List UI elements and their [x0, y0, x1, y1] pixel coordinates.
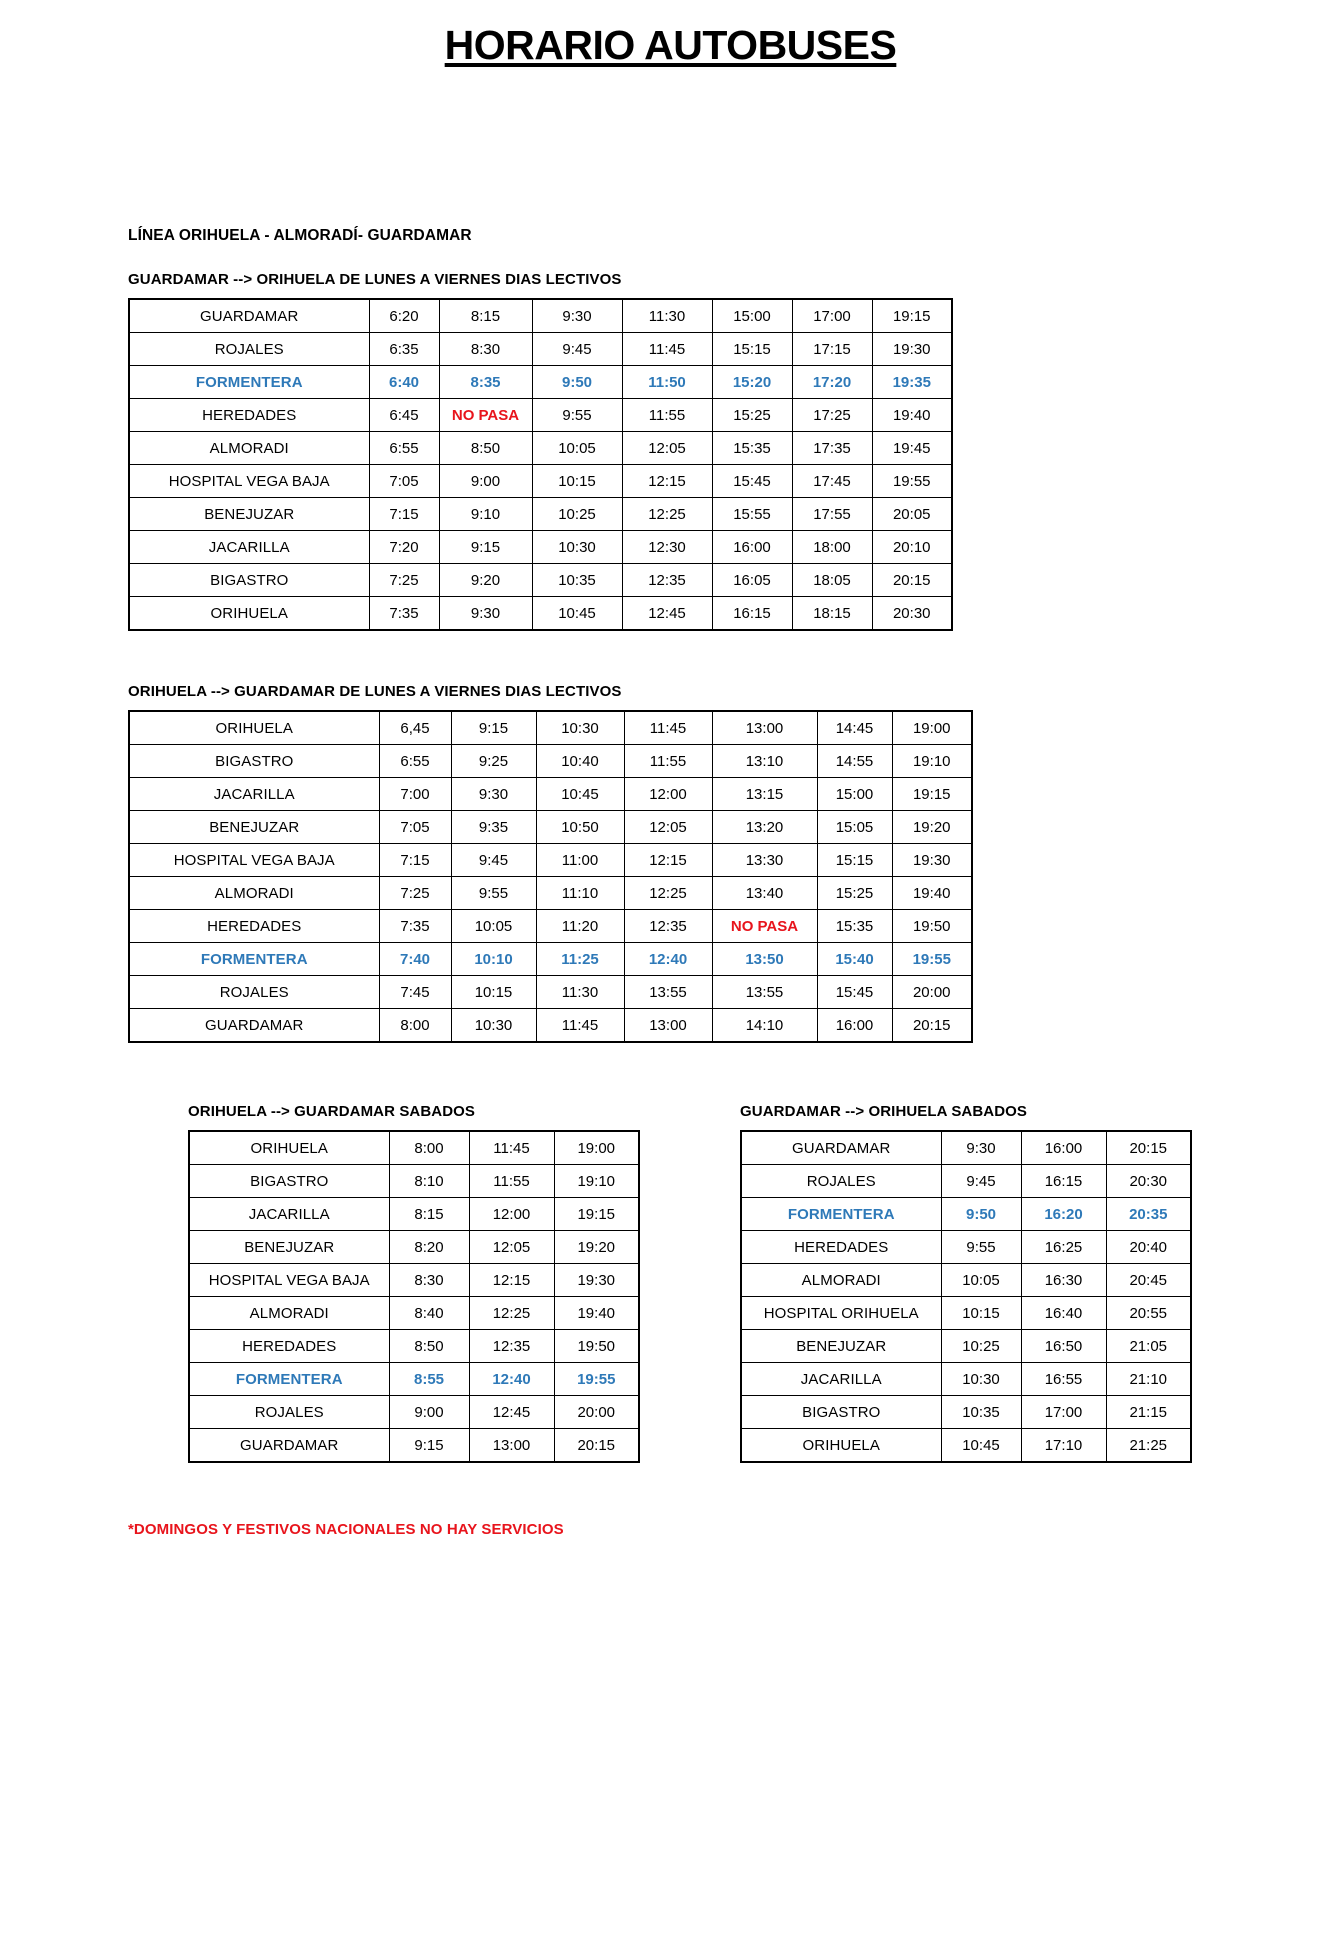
departure-time-cell: 19:50	[554, 1330, 639, 1363]
departure-time-cell: 19:40	[892, 877, 972, 910]
departure-time-cell: 9:20	[439, 564, 532, 597]
departure-time-cell: 6:35	[369, 333, 439, 366]
departure-time-cell: 15:55	[712, 498, 792, 531]
departure-time-cell: 19:20	[554, 1231, 639, 1264]
departure-time-cell: 9:45	[451, 844, 536, 877]
departure-time-cell: 9:00	[439, 465, 532, 498]
table-row	[129, 910, 972, 943]
table-guardamar-orihuela-weekdays	[128, 298, 953, 631]
departure-time-cell: 17:20	[792, 366, 872, 399]
departure-time-cell: 17:55	[792, 498, 872, 531]
departure-time-cell: 12:05	[622, 432, 712, 465]
departure-time-cell: 19:30	[554, 1264, 639, 1297]
page-title: HORARIO AUTOBUSES	[444, 22, 897, 68]
table-row	[129, 564, 952, 597]
departure-time-cell: 9:30	[532, 299, 622, 333]
departure-time-cell: 13:10	[712, 745, 817, 778]
stop-name-cell: BENEJUZAR	[189, 1231, 389, 1264]
departure-time-cell: 21:15	[1106, 1396, 1191, 1429]
departure-time-cell: 12:25	[622, 498, 712, 531]
departure-time-cell: 10:35	[941, 1396, 1021, 1429]
table-row	[741, 1297, 1191, 1330]
departure-time-cell: 6:55	[369, 432, 439, 465]
stop-name-cell: GUARDAMAR	[129, 1009, 379, 1043]
stop-name-cell: ROJALES	[189, 1396, 389, 1429]
departure-time-cell: 9:10	[439, 498, 532, 531]
departure-time-cell: 17:00	[1021, 1396, 1106, 1429]
stop-name-cell: BIGASTRO	[189, 1165, 389, 1198]
departure-time-cell: 8:50	[389, 1330, 469, 1363]
departure-time-cell: 19:15	[872, 299, 952, 333]
departure-time-cell: 19:10	[554, 1165, 639, 1198]
departure-time-cell: 17:00	[792, 299, 872, 333]
departure-time-cell: 10:40	[536, 745, 624, 778]
departure-time-cell: 7:20	[369, 531, 439, 564]
departure-time-cell: 7:35	[379, 910, 451, 943]
departure-time-cell: 9:45	[941, 1165, 1021, 1198]
stop-name-cell: ROJALES	[129, 333, 369, 366]
departure-time-cell: 19:45	[872, 432, 952, 465]
departure-time-cell: 12:45	[469, 1396, 554, 1429]
document-content	[0, 227, 1321, 1538]
table-row	[189, 1396, 639, 1429]
departure-time-cell: 15:45	[817, 976, 892, 1009]
departure-time-cell: 20:15	[892, 1009, 972, 1043]
departure-time-cell: 13:50	[712, 943, 817, 976]
departure-time-cell: 8:30	[389, 1264, 469, 1297]
table-row	[741, 1330, 1191, 1363]
stop-name-cell: FORMENTERA	[129, 943, 379, 976]
departure-time-cell: 20:15	[554, 1429, 639, 1463]
departure-time-cell: 13:55	[712, 976, 817, 1009]
departure-time-cell: 9:30	[451, 778, 536, 811]
departure-time-cell: 7:15	[369, 498, 439, 531]
table-orihuela-guardamar-weekdays	[128, 710, 973, 1043]
departure-time-cell: 15:35	[712, 432, 792, 465]
departure-time-cell: 9:50	[532, 366, 622, 399]
departure-time-cell: 16:00	[1021, 1131, 1106, 1165]
departure-time-cell: 15:40	[817, 943, 892, 976]
table-row	[129, 1009, 972, 1043]
departure-time-cell: 8:00	[389, 1131, 469, 1165]
stop-name-cell: HEREDADES	[129, 399, 369, 432]
departure-time-cell: 14:10	[712, 1009, 817, 1043]
departure-time-cell: 20:30	[872, 597, 952, 631]
saturday-tables-row	[128, 1103, 1321, 1463]
departure-time-cell: 12:15	[622, 465, 712, 498]
departure-time-cell: 9:15	[439, 531, 532, 564]
stop-name-cell: HOSPITAL VEGA BAJA	[129, 465, 369, 498]
departure-time-cell: 13:00	[712, 711, 817, 745]
departure-time-cell: 20:00	[892, 976, 972, 1009]
stop-name-cell: GUARDAMAR	[189, 1429, 389, 1463]
stop-name-cell: HOSPITAL VEGA BAJA	[129, 844, 379, 877]
departure-time-cell: 12:40	[624, 943, 712, 976]
departure-time-cell: 20:55	[1106, 1297, 1191, 1330]
departure-time-cell: 9:30	[439, 597, 532, 631]
no-service-cell: NO PASA	[439, 399, 532, 432]
departure-time-cell: 7:00	[379, 778, 451, 811]
stop-name-cell: GUARDAMAR	[129, 299, 369, 333]
table-row	[741, 1429, 1191, 1463]
departure-time-cell: 7:45	[379, 976, 451, 1009]
departure-time-cell: 15:15	[817, 844, 892, 877]
stop-name-cell: JACARILLA	[129, 531, 369, 564]
departure-time-cell: 11:50	[622, 366, 712, 399]
departure-time-cell: 13:40	[712, 877, 817, 910]
table-row	[129, 432, 952, 465]
table-row	[129, 498, 952, 531]
departure-time-cell: 16:15	[712, 597, 792, 631]
table-row	[129, 943, 972, 976]
departure-time-cell: 17:45	[792, 465, 872, 498]
departure-time-cell: 11:00	[536, 844, 624, 877]
departure-time-cell: 6:40	[369, 366, 439, 399]
departure-time-cell: 11:55	[624, 745, 712, 778]
table-row	[129, 811, 972, 844]
stop-name-cell: HEREDADES	[741, 1231, 941, 1264]
stop-name-cell: FORMENTERA	[129, 366, 369, 399]
departure-time-cell: 19:20	[892, 811, 972, 844]
table-row	[741, 1363, 1191, 1396]
departure-time-cell: 9:45	[532, 333, 622, 366]
departure-time-cell: 8:55	[389, 1363, 469, 1396]
departure-time-cell: 13:00	[624, 1009, 712, 1043]
saturday-orihuela-guardamar-block	[188, 1103, 640, 1463]
departure-time-cell: 9:55	[532, 399, 622, 432]
stop-name-cell: HOSPITAL VEGA BAJA	[189, 1264, 389, 1297]
departure-time-cell: 15:00	[712, 299, 792, 333]
departure-time-cell: 20:15	[872, 564, 952, 597]
departure-time-cell: 6:45	[369, 399, 439, 432]
departure-time-cell: 9:35	[451, 811, 536, 844]
table-row	[129, 333, 952, 366]
departure-time-cell: 11:30	[622, 299, 712, 333]
departure-time-cell: 19:55	[892, 943, 972, 976]
departure-time-cell: 20:30	[1106, 1165, 1191, 1198]
departure-time-cell: 12:35	[469, 1330, 554, 1363]
departure-time-cell: 13:15	[712, 778, 817, 811]
departure-time-cell: 16:20	[1021, 1198, 1106, 1231]
table-row	[189, 1231, 639, 1264]
stop-name-cell: ALMORADI	[741, 1264, 941, 1297]
departure-time-cell: 20:10	[872, 531, 952, 564]
departure-time-cell: 11:45	[622, 333, 712, 366]
departure-time-cell: 10:30	[536, 711, 624, 745]
table-row	[129, 877, 972, 910]
table-row	[189, 1297, 639, 1330]
departure-time-cell: 15:25	[817, 877, 892, 910]
departure-time-cell: 19:15	[554, 1198, 639, 1231]
departure-time-cell: 8:00	[379, 1009, 451, 1043]
departure-time-cell: 10:50	[536, 811, 624, 844]
departure-time-cell: 9:30	[941, 1131, 1021, 1165]
departure-time-cell: 11:55	[469, 1165, 554, 1198]
stop-name-cell: ROJALES	[129, 976, 379, 1009]
departure-time-cell: 8:20	[389, 1231, 469, 1264]
departure-time-cell: 12:15	[624, 844, 712, 877]
departure-time-cell: 10:30	[941, 1363, 1021, 1396]
table-orihuela-guardamar-saturday	[188, 1130, 640, 1463]
departure-time-cell: 18:05	[792, 564, 872, 597]
departure-time-cell: 13:30	[712, 844, 817, 877]
departure-time-cell: 10:25	[532, 498, 622, 531]
departure-time-cell: 20:00	[554, 1396, 639, 1429]
departure-time-cell: 12:45	[622, 597, 712, 631]
departure-time-cell: 20:40	[1106, 1231, 1191, 1264]
departure-time-cell: 9:55	[451, 877, 536, 910]
departure-time-cell: 19:50	[892, 910, 972, 943]
table-row	[129, 299, 952, 333]
departure-time-cell: 12:30	[622, 531, 712, 564]
departure-time-cell: 7:05	[369, 465, 439, 498]
table-row	[189, 1165, 639, 1198]
table-row	[741, 1396, 1191, 1429]
departure-time-cell: 13:00	[469, 1429, 554, 1463]
departure-time-cell: 16:40	[1021, 1297, 1106, 1330]
departure-time-cell: 11:45	[536, 1009, 624, 1043]
departure-time-cell: 21:05	[1106, 1330, 1191, 1363]
departure-time-cell: 9:15	[451, 711, 536, 745]
departure-time-cell: 10:45	[532, 597, 622, 631]
departure-time-cell: 10:30	[532, 531, 622, 564]
stop-name-cell: HOSPITAL ORIHUELA	[741, 1297, 941, 1330]
departure-time-cell: 15:15	[712, 333, 792, 366]
departure-time-cell: 11:10	[536, 877, 624, 910]
departure-time-cell: 19:40	[554, 1297, 639, 1330]
departure-time-cell: 11:25	[536, 943, 624, 976]
departure-time-cell: 18:00	[792, 531, 872, 564]
departure-time-cell: 19:10	[892, 745, 972, 778]
departure-time-cell: 20:15	[1106, 1131, 1191, 1165]
table-row	[129, 778, 972, 811]
table-row	[129, 531, 952, 564]
section-heading-guardamar-orihuela-saturday: GUARDAMAR --> ORIHUELA SABADOS	[740, 1103, 1028, 1120]
stop-name-cell: ORIHUELA	[189, 1131, 389, 1165]
stop-name-cell: JACARILLA	[189, 1198, 389, 1231]
departure-time-cell: 16:25	[1021, 1231, 1106, 1264]
departure-time-cell: 15:20	[712, 366, 792, 399]
departure-time-cell: 10:10	[451, 943, 536, 976]
footnote-no-service: *DOMINGOS Y FESTIVOS NACIONALES NO HAY SERVICIOS	[128, 1521, 564, 1538]
departure-time-cell: 10:15	[532, 465, 622, 498]
departure-time-cell: 18:15	[792, 597, 872, 631]
departure-time-cell: 8:35	[439, 366, 532, 399]
stop-name-cell: ORIHUELA	[129, 711, 379, 745]
departure-time-cell: 10:05	[451, 910, 536, 943]
departure-time-cell: 19:30	[892, 844, 972, 877]
stop-name-cell: FORMENTERA	[189, 1363, 389, 1396]
departure-time-cell: 17:10	[1021, 1429, 1106, 1463]
table-row	[129, 399, 952, 432]
departure-time-cell: 12:05	[624, 811, 712, 844]
departure-time-cell: 13:20	[712, 811, 817, 844]
stop-name-cell: FORMENTERA	[741, 1198, 941, 1231]
departure-time-cell: 19:15	[892, 778, 972, 811]
departure-time-cell: 16:05	[712, 564, 792, 597]
saturday-guardamar-orihuela-block	[740, 1103, 1192, 1463]
stop-name-cell: ALMORADI	[129, 432, 369, 465]
departure-time-cell: 7:15	[379, 844, 451, 877]
departure-time-cell: 19:35	[872, 366, 952, 399]
departure-time-cell: 8:15	[389, 1198, 469, 1231]
departure-time-cell: 6,45	[379, 711, 451, 745]
table-row	[129, 366, 952, 399]
departure-time-cell: 11:45	[469, 1131, 554, 1165]
departure-time-cell: 14:55	[817, 745, 892, 778]
departure-time-cell: 8:15	[439, 299, 532, 333]
departure-time-cell: 10:15	[451, 976, 536, 1009]
departure-time-cell: 12:25	[469, 1297, 554, 1330]
stop-name-cell: ORIHUELA	[741, 1429, 941, 1463]
departure-time-cell: 20:45	[1106, 1264, 1191, 1297]
departure-time-cell: 9:55	[941, 1231, 1021, 1264]
departure-time-cell: 19:40	[872, 399, 952, 432]
departure-time-cell: 15:05	[817, 811, 892, 844]
departure-time-cell: 9:50	[941, 1198, 1021, 1231]
departure-time-cell: 16:30	[1021, 1264, 1106, 1297]
stop-name-cell: JACARILLA	[129, 778, 379, 811]
departure-time-cell: 19:55	[872, 465, 952, 498]
stop-name-cell: BENEJUZAR	[129, 811, 379, 844]
departure-time-cell: 14:45	[817, 711, 892, 745]
departure-time-cell: 12:00	[624, 778, 712, 811]
departure-time-cell: 19:00	[892, 711, 972, 745]
departure-time-cell: 15:00	[817, 778, 892, 811]
document-page	[0, 22, 1321, 1942]
section-heading-orihuela-guardamar-weekdays: ORIHUELA --> GUARDAMAR DE LUNES A VIERNES DIAS LECTIVOS	[128, 683, 622, 700]
departure-time-cell: 19:00	[554, 1131, 639, 1165]
stop-name-cell: BENEJUZAR	[741, 1330, 941, 1363]
stop-name-cell: ALMORADI	[189, 1297, 389, 1330]
line-heading: LÍNEA ORIHUELA - ALMORADÍ- GUARDAMAR	[128, 227, 472, 244]
table-row	[129, 711, 972, 745]
departure-time-cell: 10:05	[532, 432, 622, 465]
departure-time-cell: 7:05	[379, 811, 451, 844]
departure-time-cell: 16:15	[1021, 1165, 1106, 1198]
departure-time-cell: 16:50	[1021, 1330, 1106, 1363]
table-guardamar-orihuela-saturday	[740, 1130, 1192, 1463]
departure-time-cell: 11:45	[624, 711, 712, 745]
departure-time-cell: 10:05	[941, 1264, 1021, 1297]
table-row	[189, 1264, 639, 1297]
table-row	[741, 1131, 1191, 1165]
departure-time-cell: 13:55	[624, 976, 712, 1009]
stop-name-cell: GUARDAMAR	[741, 1131, 941, 1165]
departure-time-cell: 12:35	[622, 564, 712, 597]
departure-time-cell: 12:25	[624, 877, 712, 910]
departure-time-cell: 19:30	[872, 333, 952, 366]
departure-time-cell: 12:00	[469, 1198, 554, 1231]
departure-time-cell: 16:00	[817, 1009, 892, 1043]
departure-time-cell: 17:15	[792, 333, 872, 366]
no-service-cell: NO PASA	[712, 910, 817, 943]
departure-time-cell: 15:45	[712, 465, 792, 498]
table-row	[129, 465, 952, 498]
departure-time-cell: 15:35	[817, 910, 892, 943]
departure-time-cell: 10:45	[941, 1429, 1021, 1463]
departure-time-cell: 20:05	[872, 498, 952, 531]
departure-time-cell: 11:55	[622, 399, 712, 432]
stop-name-cell: BIGASTRO	[129, 564, 369, 597]
departure-time-cell: 7:40	[379, 943, 451, 976]
departure-time-cell: 16:00	[712, 531, 792, 564]
departure-time-cell: 6:20	[369, 299, 439, 333]
departure-time-cell: 10:25	[941, 1330, 1021, 1363]
stop-name-cell: HEREDADES	[129, 910, 379, 943]
departure-time-cell: 20:35	[1106, 1198, 1191, 1231]
departure-time-cell: 12:05	[469, 1231, 554, 1264]
departure-time-cell: 11:20	[536, 910, 624, 943]
departure-time-cell: 7:25	[379, 877, 451, 910]
table-row	[129, 976, 972, 1009]
table-row	[741, 1198, 1191, 1231]
departure-time-cell: 10:45	[536, 778, 624, 811]
departure-time-cell: 7:35	[369, 597, 439, 631]
departure-time-cell: 10:15	[941, 1297, 1021, 1330]
stop-name-cell: ALMORADI	[129, 877, 379, 910]
departure-time-cell: 21:10	[1106, 1363, 1191, 1396]
departure-time-cell: 7:25	[369, 564, 439, 597]
section-heading-guardamar-orihuela-weekdays: GUARDAMAR --> ORIHUELA DE LUNES A VIERNES DIAS LECTIVOS	[128, 271, 622, 288]
departure-time-cell: 8:10	[389, 1165, 469, 1198]
stop-name-cell: BIGASTRO	[129, 745, 379, 778]
table-row	[189, 1363, 639, 1396]
section-heading-orihuela-guardamar-saturday: ORIHUELA --> GUARDAMAR SABADOS	[188, 1103, 476, 1120]
table-row	[189, 1429, 639, 1463]
departure-time-cell: 21:25	[1106, 1429, 1191, 1463]
departure-time-cell: 9:15	[389, 1429, 469, 1463]
departure-time-cell: 17:35	[792, 432, 872, 465]
departure-time-cell: 10:35	[532, 564, 622, 597]
departure-time-cell: 8:40	[389, 1297, 469, 1330]
stop-name-cell: BIGASTRO	[741, 1396, 941, 1429]
departure-time-cell: 6:55	[379, 745, 451, 778]
table-row	[129, 844, 972, 877]
table-row	[189, 1198, 639, 1231]
table-row	[189, 1330, 639, 1363]
departure-time-cell: 8:30	[439, 333, 532, 366]
table-row	[741, 1264, 1191, 1297]
departure-time-cell: 8:50	[439, 432, 532, 465]
departure-time-cell: 9:00	[389, 1396, 469, 1429]
departure-time-cell: 10:30	[451, 1009, 536, 1043]
stop-name-cell: JACARILLA	[741, 1363, 941, 1396]
stop-name-cell: ORIHUELA	[129, 597, 369, 631]
stop-name-cell: HEREDADES	[189, 1330, 389, 1363]
departure-time-cell: 17:25	[792, 399, 872, 432]
departure-time-cell: 19:55	[554, 1363, 639, 1396]
table-row	[189, 1131, 639, 1165]
table-row	[129, 597, 952, 631]
table-row	[129, 745, 972, 778]
stop-name-cell: ROJALES	[741, 1165, 941, 1198]
departure-time-cell: 12:35	[624, 910, 712, 943]
stop-name-cell: BENEJUZAR	[129, 498, 369, 531]
departure-time-cell: 9:25	[451, 745, 536, 778]
departure-time-cell: 12:15	[469, 1264, 554, 1297]
table-row	[741, 1165, 1191, 1198]
departure-time-cell: 16:55	[1021, 1363, 1106, 1396]
departure-time-cell: 11:30	[536, 976, 624, 1009]
table-row	[741, 1231, 1191, 1264]
departure-time-cell: 15:25	[712, 399, 792, 432]
departure-time-cell: 12:40	[469, 1363, 554, 1396]
